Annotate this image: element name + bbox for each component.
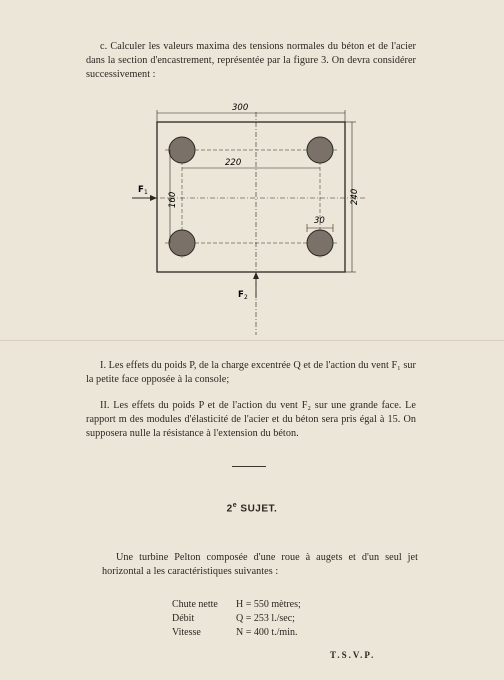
subject-title: SUJET.: [237, 503, 278, 515]
section-separator: [232, 466, 266, 467]
dim-bar-diameter: 30: [314, 216, 325, 226]
dim-inner-width: 220: [225, 158, 242, 168]
subject-sup: e: [232, 502, 238, 509]
problem-c-text: c. Calculer les valeurs maxima des tensions normales du béton et de l'acier dans la section d'encastrement, représentée par la figure 3. On devra considérer successivement :: [86, 41, 416, 80]
spec-value: H = 550 mètres;: [236, 599, 301, 610]
spec-value: N = 400 t./min.: [236, 627, 298, 638]
spec-label: Débit: [172, 613, 195, 624]
steel-bar-top-right: [307, 137, 333, 163]
dim-height: 240: [350, 188, 360, 205]
tsvp-note: T.S.V.P.: [330, 650, 376, 660]
dim-width: 300: [232, 103, 249, 113]
subject-2-heading: [0, 502, 504, 514]
spec-label: Chute nette: [172, 599, 218, 610]
force-f2-sub: 2: [244, 294, 248, 301]
steel-bar-top-left: [169, 137, 195, 163]
case-2-text: II. Les effets du poids P et de l'action du vent F₂ sur une grande face. Le rapport m des modules d'élasticité de l'acier et du béton sera pris égal à 15. On supposera nulle la résistance à l'extension du béton.: [86, 400, 416, 439]
spec-label: Vitesse: [172, 627, 201, 638]
spec-row: [172, 612, 301, 626]
turbine-intro-text: Une turbine Pelton composée d'une roue à augets et d'un seul jet horizontal a les caractéristiques suivantes :: [102, 552, 418, 577]
steel-bar-bottom-left: [169, 230, 195, 256]
spec-value: Q = 253 l./sec;: [236, 613, 295, 624]
turbine-specs: [172, 598, 301, 640]
force-f1-label: F: [138, 185, 144, 195]
spec-row: [172, 626, 301, 640]
subject-num: 2: [226, 503, 233, 515]
spec-row: [172, 598, 301, 612]
case-1-text: I. Les effets du poids P, de la charge excentrée Q et de l'action du vent F₁ sur la petite face opposée à la console;: [86, 360, 416, 385]
steel-bar-bottom-right: [307, 230, 333, 256]
force-f2-label: F: [238, 290, 244, 300]
dim-inner-height: 160: [168, 191, 178, 208]
force-f1-sub: 1: [144, 189, 148, 196]
